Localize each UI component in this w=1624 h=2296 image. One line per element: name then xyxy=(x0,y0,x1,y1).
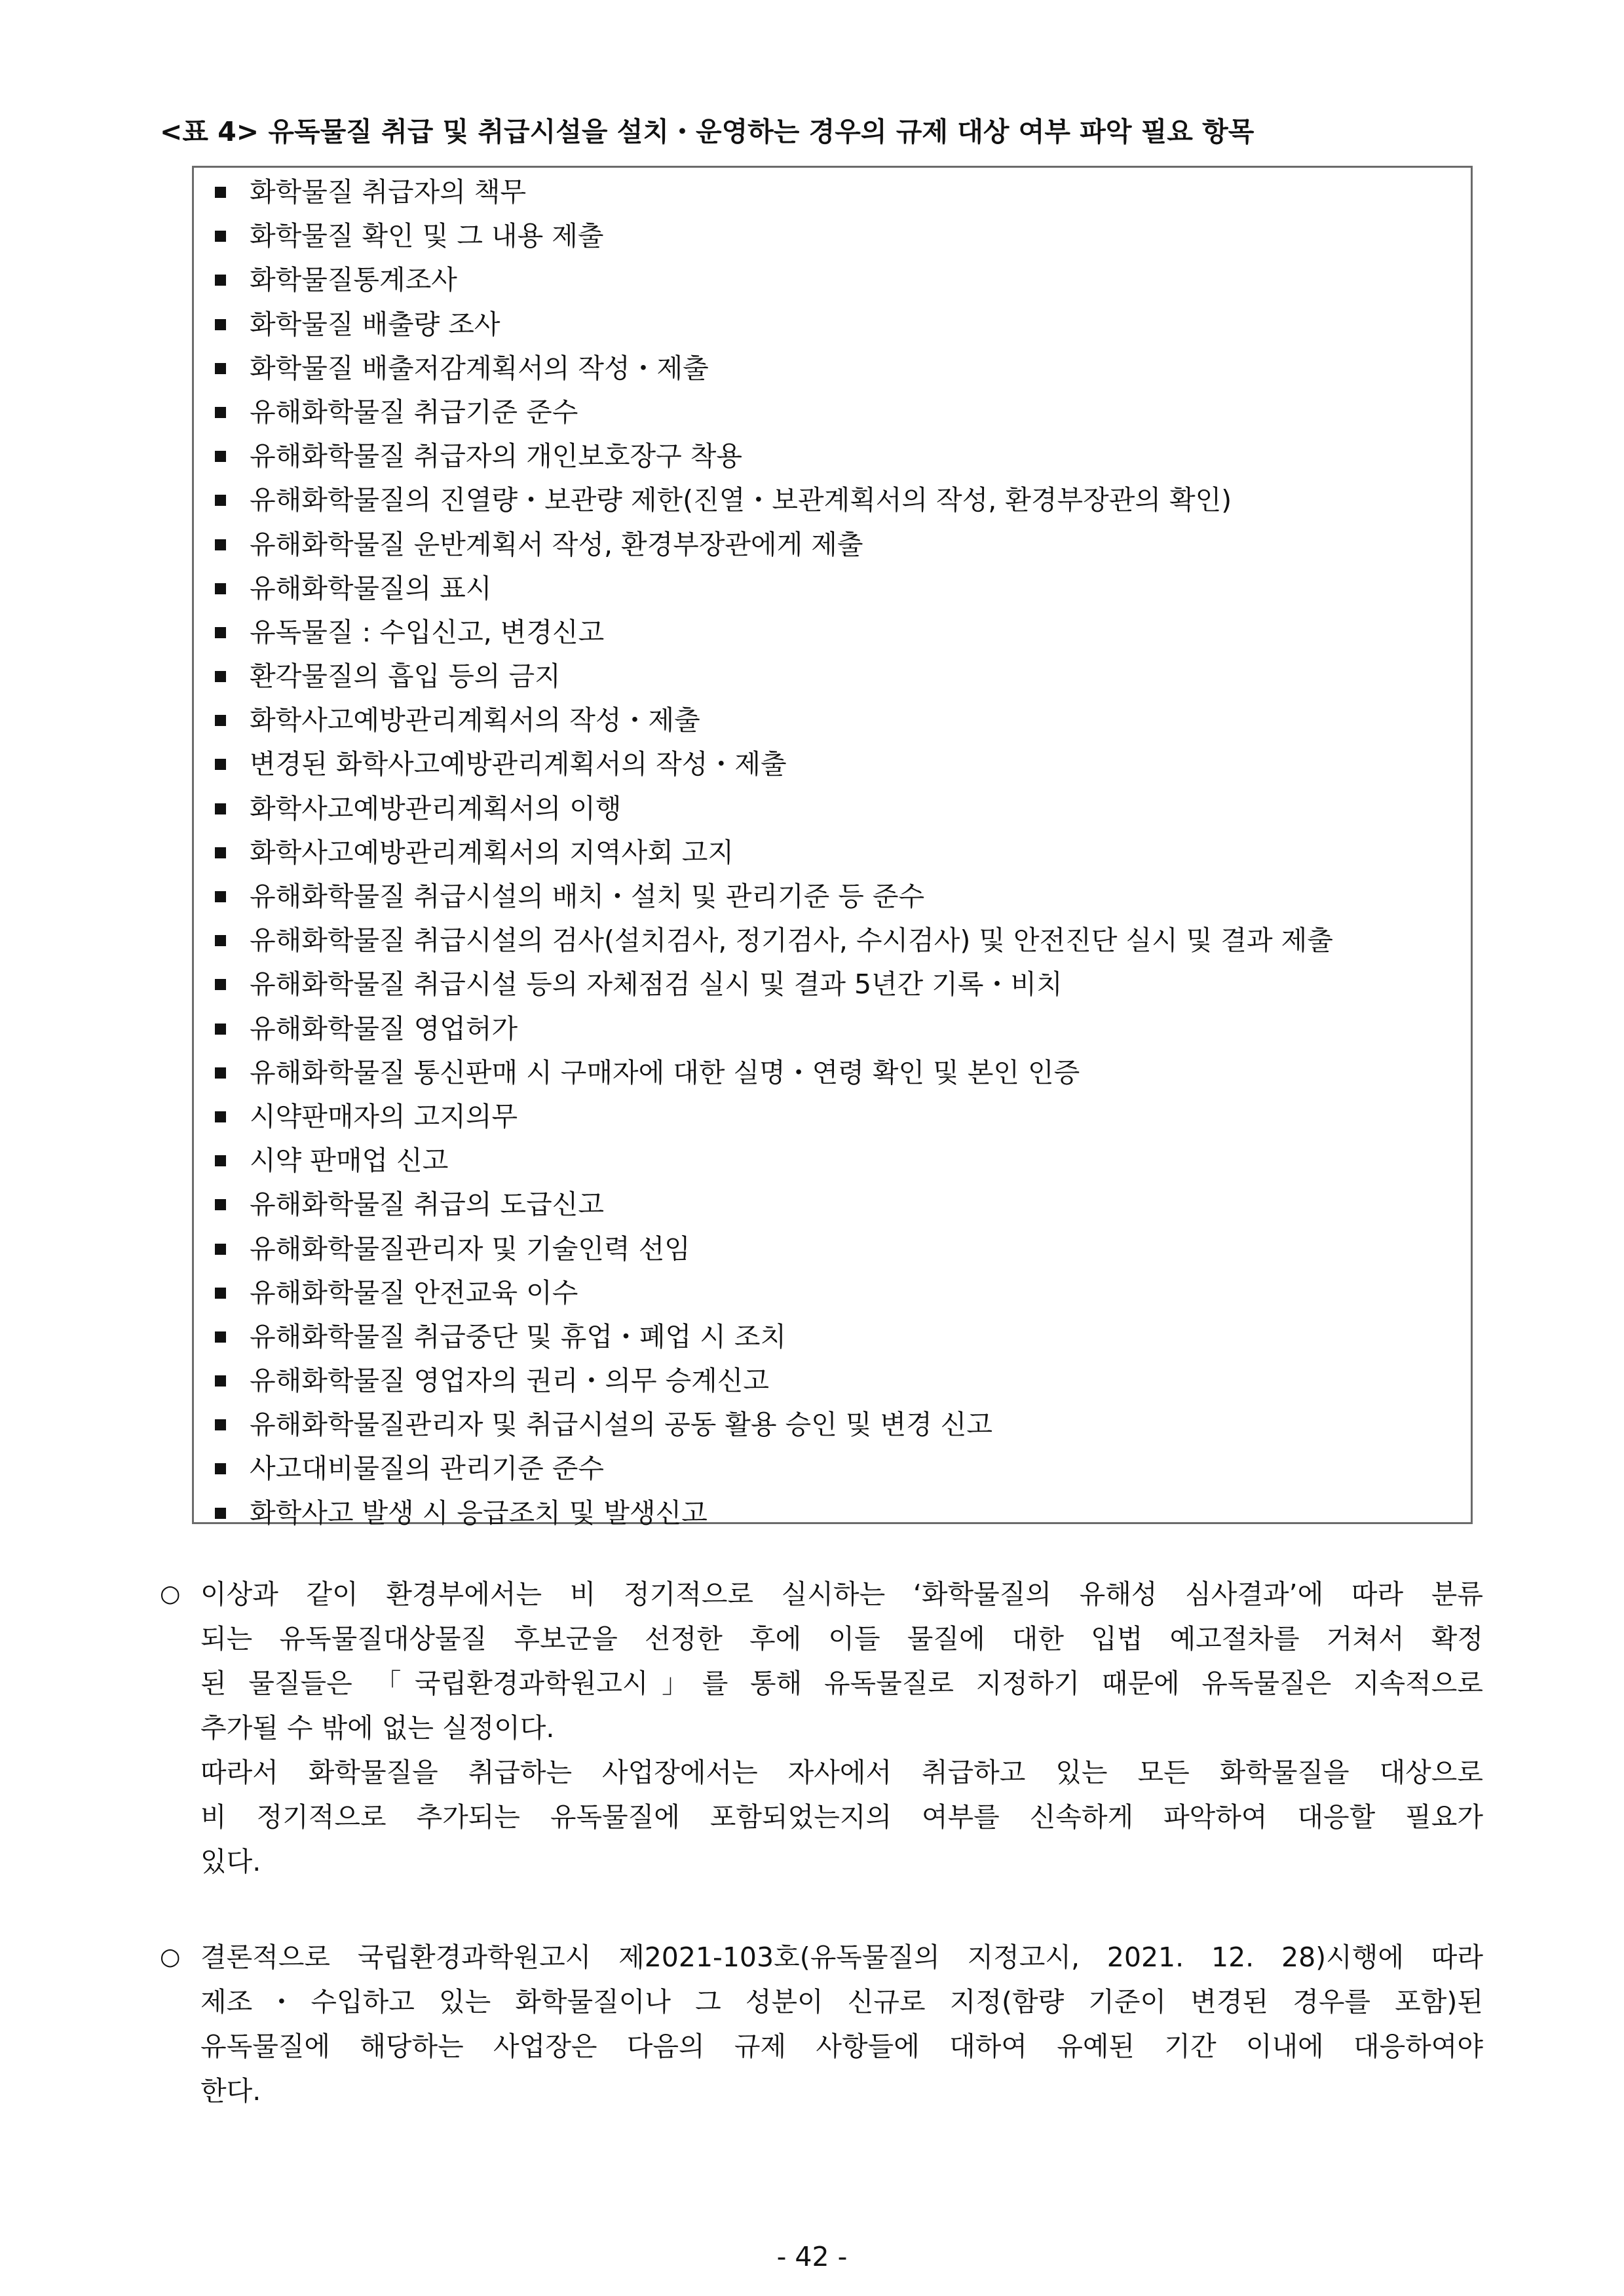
paragraph-line: 되는 유독물질대상물질 후보군을 선정한 후에 이들 물질에 대한 입법 예고절차를 거쳐서 확정 xyxy=(200,1623,1483,1655)
list-item xyxy=(194,875,1471,919)
square-bullet-icon xyxy=(215,1199,226,1210)
list-item-text: 유해화학물질 취급시설의 검사(설치검사, 정기검사, 수시검사) 및 안전진단 실시 및 결과 제출 xyxy=(250,925,1333,957)
list-item xyxy=(194,1051,1471,1095)
square-bullet-icon xyxy=(215,935,226,946)
paragraph-line: 결론적으로 국립환경과학원고시 제2021-103호(유독물질의 지정고시, 2021. 12. 28)시행에 따라 xyxy=(200,1942,1483,1973)
square-bullet-icon xyxy=(215,583,226,594)
square-bullet-icon xyxy=(215,1111,226,1122)
square-bullet-icon xyxy=(215,1024,226,1035)
list-item-text: 유해화학물질관리자 및 기술인력 선임 xyxy=(250,1233,690,1265)
square-bullet-icon xyxy=(215,803,226,814)
regulation-items-list xyxy=(194,170,1471,1535)
paragraph-line: 유독물질에 해당하는 사업장은 다음의 규제 사항들에 대하여 유예된 기간 이내에 대응하여야 xyxy=(200,2031,1483,2062)
list-item-text: 화학물질 배출저감계획서의 작성・제출 xyxy=(250,352,709,384)
list-item xyxy=(194,1271,1471,1315)
square-bullet-icon xyxy=(215,1419,226,1430)
paragraph-line: 있다. xyxy=(200,1846,261,1877)
square-bullet-icon xyxy=(215,1375,226,1387)
list-item-text: 화학사고예방관리계획서의 작성・제출 xyxy=(250,704,700,737)
paragraph-line: 된 물질들은 「국립환경과학원고시」를 통해 유독물질로 지정하기 때문에 유독물질은 지속적으로 xyxy=(200,1668,1483,1699)
list-item-text: 유해화학물질 취급시설 등의 자체점검 실시 및 결과 5년간 기록・비치 xyxy=(250,968,1063,1001)
list-item xyxy=(194,698,1471,742)
list-item-text: 시약판매자의 고지의무 xyxy=(250,1100,518,1132)
square-bullet-icon xyxy=(215,451,226,462)
list-item xyxy=(194,434,1471,478)
list-item-text: 유해화학물질 운반계획서 작성, 환경부장관에게 제출 xyxy=(250,528,863,560)
regulation-items-box xyxy=(192,166,1473,1529)
list-item xyxy=(194,1491,1471,1535)
list-item-text: 화학물질통계조사 xyxy=(250,264,457,296)
list-item-text: 유해화학물질관리자 및 취급시설의 공동 활용 승인 및 변경 신고 xyxy=(250,1409,993,1441)
square-bullet-icon xyxy=(215,1508,226,1519)
list-item xyxy=(194,1403,1471,1447)
list-item-text: 유해화학물질의 표시 xyxy=(250,572,492,604)
square-bullet-icon xyxy=(215,891,226,902)
square-bullet-icon xyxy=(215,847,226,858)
list-item-text: 화학사고 발생 시 응급조치 및 발생신고 xyxy=(250,1497,708,1529)
list-item xyxy=(194,391,1471,434)
square-bullet-icon xyxy=(215,187,226,198)
square-bullet-icon xyxy=(215,1244,226,1255)
list-item xyxy=(194,1183,1471,1227)
list-item xyxy=(194,1227,1471,1271)
list-item xyxy=(194,655,1471,698)
square-bullet-icon xyxy=(215,1155,226,1166)
list-item xyxy=(194,303,1471,347)
list-item xyxy=(194,1007,1471,1051)
list-item xyxy=(194,1359,1471,1403)
list-item xyxy=(194,478,1471,522)
list-item xyxy=(194,1447,1471,1491)
list-item xyxy=(194,1095,1471,1139)
list-item xyxy=(194,742,1471,786)
list-item-text: 유해화학물질 취급자의 개인보호장구 착용 xyxy=(250,440,743,472)
square-bullet-icon xyxy=(215,407,226,418)
list-item-text: 유해화학물질 취급의 도급신고 xyxy=(250,1189,604,1221)
list-item-text: 유해화학물질 취급시설의 배치・설치 및 관리기준 등 준수 xyxy=(250,881,925,912)
list-item xyxy=(194,963,1471,1006)
list-item-text: 유해화학물질의 진열량・보관량 제한(진열・보관계획서의 작성, 환경부장관의 확인) xyxy=(250,484,1232,516)
paragraph-line: 제조・수입하고 있는 화학물질이나 그 성분이 신규로 지정(함량 기준이 변경된 경우를 포함)된 xyxy=(200,1986,1483,2018)
square-bullet-icon xyxy=(215,1067,226,1079)
square-bullet-icon xyxy=(215,979,226,990)
square-bullet-icon xyxy=(215,715,226,726)
list-item-text: 화학물질 배출량 조사 xyxy=(250,308,500,340)
paragraph-marker: ○ xyxy=(160,1580,181,1607)
list-item-text: 유해화학물질 영업허가 xyxy=(250,1012,518,1044)
square-bullet-icon xyxy=(215,319,226,330)
square-bullet-icon xyxy=(215,1463,226,1474)
square-bullet-icon xyxy=(215,1288,226,1299)
list-item xyxy=(194,1139,1471,1183)
square-bullet-icon xyxy=(215,671,226,682)
list-item-text: 변경된 화학사고예방관리계획서의 작성・제출 xyxy=(250,748,787,780)
list-item xyxy=(194,170,1471,214)
list-item xyxy=(194,611,1471,655)
square-bullet-icon xyxy=(215,275,226,286)
paragraph-line: 이상과 같이 환경부에서는 비 정기적으로 실시하는 ‘화학물질의 유해성 심사결과’에 따라 분류 xyxy=(200,1578,1483,1610)
square-bullet-icon xyxy=(215,495,226,506)
list-item-text: 화학물질 확인 및 그 내용 제출 xyxy=(250,220,604,252)
paragraph-line: 추가될 수 밖에 없는 실정이다. xyxy=(200,1712,555,1744)
paragraph-line: 한다. xyxy=(200,2075,261,2107)
list-item xyxy=(194,258,1471,302)
list-item xyxy=(194,1315,1471,1359)
square-bullet-icon xyxy=(215,363,226,374)
page-number: - 42 - xyxy=(776,2241,848,2272)
list-item xyxy=(194,523,1471,567)
table-caption: <표 4> 유독물질 취급 및 취급시설을 설치・운영하는 경우의 규제 대상 여부 파악 필요 항목 xyxy=(160,116,1255,147)
list-item-text: 유해화학물질 영업자의 권리・의무 승계신고 xyxy=(250,1365,770,1397)
list-item-text: 화학사고예방관리계획서의 지역사회 고지 xyxy=(250,836,734,868)
list-item-text: 시약 판매업 신고 xyxy=(250,1145,449,1177)
list-item-text: 유해화학물질 안전교육 이수 xyxy=(250,1276,578,1309)
paragraph-1 xyxy=(160,1572,1483,1884)
list-item xyxy=(194,347,1471,391)
square-bullet-icon xyxy=(215,759,226,770)
list-item xyxy=(194,214,1471,258)
list-item-text: 사고대비물질의 관리기준 준수 xyxy=(250,1453,604,1485)
list-item-text: 유독물질 : 수입신고, 변경신고 xyxy=(250,616,605,648)
square-bullet-icon xyxy=(215,627,226,638)
list-item xyxy=(194,919,1471,963)
list-item-text: 화학물질 취급자의 책무 xyxy=(250,176,527,208)
list-item xyxy=(194,567,1471,611)
paragraph-2 xyxy=(160,1935,1483,2113)
list-item-text: 환각물질의 흡입 등의 금지 xyxy=(250,660,561,693)
paragraph-line: 따라서 화학물질을 취급하는 사업장에서는 자사에서 취급하고 있는 모든 화학물질을 대상으로 xyxy=(200,1757,1483,1788)
paragraph-line: 비 정기적으로 추가되는 유독물질에 포함되었는지의 여부를 신속하게 파악하여 대응할 필요가 xyxy=(200,1801,1483,1833)
list-item xyxy=(194,787,1471,831)
list-item-text: 화학사고예방관리계획서의 이행 xyxy=(250,792,622,824)
list-item-text: 유해화학물질 취급중단 및 휴업・폐업 시 조치 xyxy=(250,1320,787,1352)
paragraph-marker: ○ xyxy=(160,1943,181,1970)
list-item-text: 유해화학물질 취급기준 준수 xyxy=(250,396,578,428)
square-bullet-icon xyxy=(215,231,226,242)
list-item-text: 유해화학물질 통신판매 시 구매자에 대한 실명・연령 확인 및 본인 인증 xyxy=(250,1056,1080,1088)
square-bullet-icon xyxy=(215,539,226,550)
square-bullet-icon xyxy=(215,1331,226,1343)
list-item xyxy=(194,831,1471,875)
